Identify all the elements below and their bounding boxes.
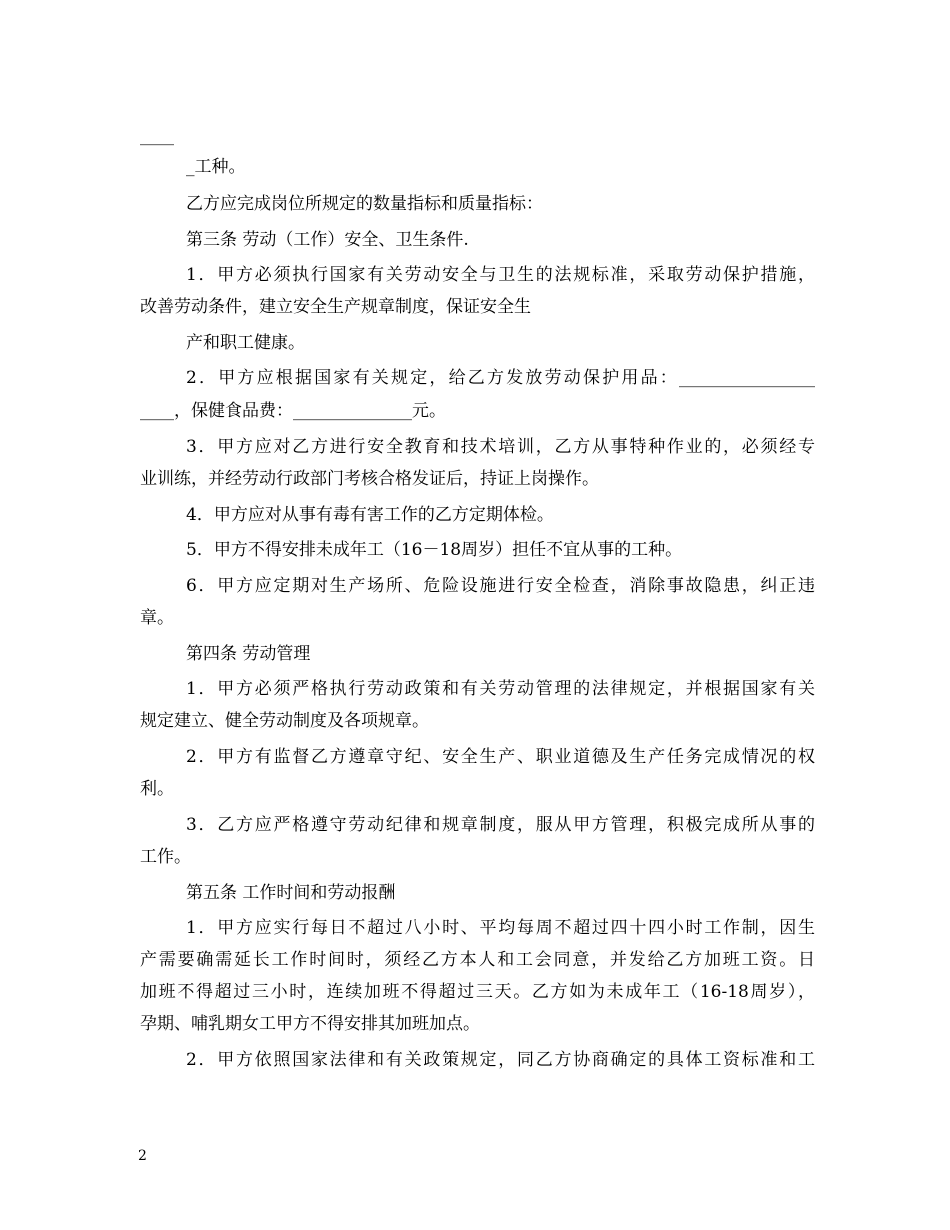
text-line: 2．甲方有监督乙方遵章守纪、安全生产、职业道德及生产任务完成情况的权: [186, 747, 815, 767]
text-line: 乙方应完成岗位所规定的数量指标和质量指标：: [186, 194, 543, 214]
text-line: ____: [140, 126, 174, 146]
text-line: 第四条 劳动管理: [186, 644, 311, 664]
text-line: 5．甲方不得安排未成年工（16－18周岁）担任不宜从事的工种。: [186, 540, 683, 560]
text-line: 6．甲方应定期对生产场所、危险设施进行安全检查，消除事故隐患，纠正违: [186, 576, 815, 596]
text-line: 业训练，并经劳动行政部门考核合格发证后，持证上岗操作。: [140, 469, 599, 489]
text-line: 产和职工健康。: [186, 333, 305, 353]
text-line: 2．甲方应根据国家有关规定，给乙方发放劳动保护用品：________________: [186, 368, 815, 388]
text-line: 产需要确需延长工作时间时，须经乙方本人和工会同意，并发给乙方加班工资。日: [140, 950, 815, 970]
text-line: 1．甲方必须严格执行劳动政策和有关劳动管理的法律规定，并根据国家有关: [186, 679, 815, 699]
text-line: 1．甲方应实行每日不超过八小时、平均每周不超过四十四小时工作制，因生: [186, 918, 815, 938]
text-line: 加班不得超过三小时，连续加班不得超过三天。乙方如为未成年工（16-18周岁），: [140, 982, 815, 1002]
text-line: _工种。: [186, 157, 246, 177]
text-line: ____，保健食品费：______________元。: [140, 401, 446, 421]
text-line: 第三条 劳动（工作）安全、卫生条件.: [186, 230, 469, 250]
text-line: 工作。: [140, 847, 191, 867]
text-line: 孕期、哺乳期女工甲方不得安排其加班加点。: [140, 1014, 480, 1034]
text-line: 利。: [140, 779, 174, 799]
page-number: 2: [138, 1148, 147, 1164]
text-line: 改善劳动条件，建立安全生产规章制度，保证安全生: [140, 297, 531, 317]
text-line: 第五条 工作时间和劳动报酬: [186, 883, 396, 903]
text-line: 4．甲方应对从事有毒有害工作的乙方定期体检。: [186, 505, 554, 525]
text-line: 规定建立、健全劳动制度及各项规章。: [140, 711, 429, 731]
text-line: 2．甲方依照国家法律和有关政策规定，同乙方协商确定的具体工资标准和工: [186, 1050, 815, 1070]
text-line: 1．甲方必须执行国家有关劳动安全与卫生的法规标准，采取劳动保护措施，: [186, 265, 815, 285]
text-line: 3．乙方应严格遵守劳动纪律和规章制度，服从甲方管理，积极完成所从事的: [186, 815, 815, 835]
text-line: 章。: [140, 608, 174, 628]
text-line: 3．甲方应对乙方进行安全教育和技术培训，乙方从事特种作业的，必须经专: [186, 437, 815, 457]
